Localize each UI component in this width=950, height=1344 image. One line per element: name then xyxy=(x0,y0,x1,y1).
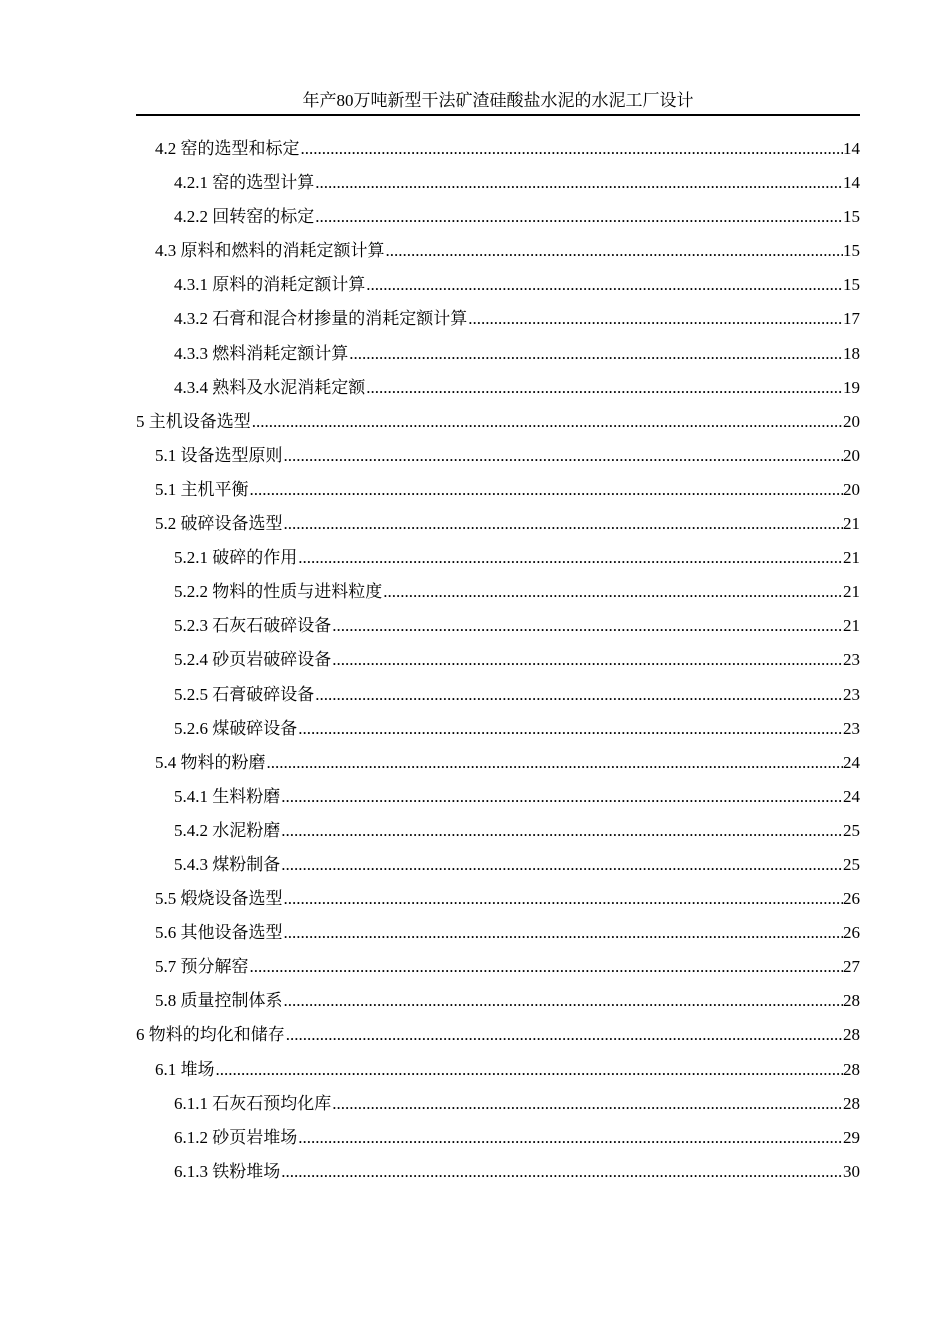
toc-entry-title: 5.4.3 煤粉制备 xyxy=(174,854,281,874)
toc-entry-page-number: 28 xyxy=(843,1025,860,1045)
toc-entry[interactable] xyxy=(136,643,860,677)
toc-dot-leader xyxy=(467,302,843,336)
toc-entry[interactable] xyxy=(136,882,860,916)
toc-entry[interactable] xyxy=(136,609,860,643)
toc-entry-title: 4.3.1 原料的消耗定额计算 xyxy=(174,275,366,295)
toc-entry-page-number: 18 xyxy=(843,343,860,363)
toc-dot-leader xyxy=(249,473,844,507)
document-title: 年产80万吨新型干法矿渣硅酸盐水泥的水泥工厂设计 xyxy=(302,91,694,110)
toc-entry-title: 6.1.1 石灰石预均化库 xyxy=(174,1093,332,1113)
toc-entry[interactable] xyxy=(136,337,860,371)
toc-entry-page-number: 24 xyxy=(843,786,860,806)
toc-entry-title: 5.2.5 石膏破碎设备 xyxy=(174,684,315,704)
toc-entry-page-number: 30 xyxy=(843,1161,860,1181)
toc-entry[interactable] xyxy=(136,405,860,439)
toc-dot-leader xyxy=(331,643,843,677)
toc-dot-leader xyxy=(331,1087,843,1121)
toc-dot-leader xyxy=(348,337,843,371)
toc-entry[interactable] xyxy=(136,1018,860,1052)
toc-dot-leader xyxy=(314,166,843,200)
toc-entry-title: 6.1.3 铁粉堆场 xyxy=(174,1161,281,1181)
toc-entry-title: 4.3.2 石膏和混合材掺量的消耗定额计算 xyxy=(174,309,468,329)
toc-entry-page-number: 15 xyxy=(843,207,860,227)
toc-dot-leader xyxy=(280,848,843,882)
toc-entry-page-number: 15 xyxy=(843,275,860,295)
toc-entry[interactable] xyxy=(136,780,860,814)
toc-entry-page-number: 14 xyxy=(843,173,860,193)
toc-dot-leader xyxy=(283,507,844,541)
toc-entry-title: 4.3.4 熟料及水泥消耗定额 xyxy=(174,377,366,397)
toc-entry-title: 6.1.2 砂页岩堆场 xyxy=(174,1127,298,1147)
toc-entry-page-number: 19 xyxy=(843,377,860,397)
toc-entry-title: 5.8 质量控制体系 xyxy=(155,991,283,1011)
toc-entry-page-number: 21 xyxy=(843,616,860,636)
toc-entry-title: 5.2 破碎设备选型 xyxy=(155,514,283,534)
toc-entry[interactable] xyxy=(136,950,860,984)
toc-entry-title: 5.4 物料的粉磨 xyxy=(155,752,266,772)
toc-entry-title: 5.7 预分解窑 xyxy=(155,957,249,977)
toc-entry-title: 5.4.2 水泥粉磨 xyxy=(174,820,281,840)
toc-dot-leader xyxy=(283,439,844,473)
toc-dot-leader xyxy=(385,234,844,268)
toc-dot-leader xyxy=(382,575,843,609)
toc-entry[interactable] xyxy=(136,848,860,882)
toc-entry-page-number: 21 xyxy=(843,582,860,602)
toc-entry[interactable] xyxy=(136,1087,860,1121)
toc-entry-title: 5.1 设备选型原则 xyxy=(155,445,283,465)
toc-entry-title: 4.3.3 燃料消耗定额计算 xyxy=(174,343,349,363)
page-header xyxy=(136,88,860,116)
toc-entry[interactable] xyxy=(136,814,860,848)
toc-entry-page-number: 28 xyxy=(843,1059,860,1079)
toc-entry-page-number: 20 xyxy=(843,479,860,499)
toc-entry[interactable] xyxy=(136,439,860,473)
toc-entry-page-number: 28 xyxy=(843,1093,860,1113)
toc-entry-page-number: 25 xyxy=(843,820,860,840)
toc-entry-page-number: 24 xyxy=(843,752,860,772)
toc-entry[interactable] xyxy=(136,371,860,405)
toc-entry[interactable] xyxy=(136,200,860,234)
toc-entry[interactable] xyxy=(136,541,860,575)
toc-entry[interactable] xyxy=(136,166,860,200)
toc-entry[interactable] xyxy=(136,575,860,609)
toc-dot-leader xyxy=(251,405,843,439)
toc-entry[interactable] xyxy=(136,507,860,541)
toc-entry-title: 4.2.1 窑的选型计算 xyxy=(174,173,315,193)
toc-entry-page-number: 26 xyxy=(843,923,860,943)
toc-dot-leader xyxy=(285,1018,843,1052)
toc-entry-title: 6.1 堆场 xyxy=(155,1059,215,1079)
toc-entry[interactable] xyxy=(136,984,860,1018)
toc-dot-leader xyxy=(283,882,844,916)
toc-entry[interactable] xyxy=(136,473,860,507)
toc-entry[interactable] xyxy=(136,678,860,712)
toc-entry-page-number: 29 xyxy=(843,1127,860,1147)
toc-entry[interactable] xyxy=(136,916,860,950)
toc-entry-page-number: 20 xyxy=(843,445,860,465)
toc-entry[interactable] xyxy=(136,1121,860,1155)
toc-entry-page-number: 21 xyxy=(843,548,860,568)
toc-dot-leader xyxy=(215,1053,844,1087)
toc-dot-leader xyxy=(266,746,844,780)
toc-entry-title: 5.2.3 石灰石破碎设备 xyxy=(174,616,332,636)
toc-entry[interactable] xyxy=(136,268,860,302)
toc-entry-page-number: 15 xyxy=(843,241,860,261)
toc-entry-title: 5.5 煅烧设备选型 xyxy=(155,889,283,909)
toc-entry-title: 5.2.4 砂页岩破碎设备 xyxy=(174,650,332,670)
toc-entry-page-number: 23 xyxy=(843,718,860,738)
toc-entry-page-number: 27 xyxy=(843,957,860,977)
toc-entry-title: 5.2.2 物料的性质与进料粒度 xyxy=(174,582,383,602)
toc-entry-title: 5.4.1 生料粉磨 xyxy=(174,786,281,806)
toc-dot-leader xyxy=(283,984,844,1018)
toc-dot-leader xyxy=(300,132,844,166)
toc-entry-title: 5.6 其他设备选型 xyxy=(155,923,283,943)
toc-entry[interactable] xyxy=(136,234,860,268)
toc-entry-title: 6 物料的均化和储存 xyxy=(136,1025,285,1045)
toc-entry-page-number: 20 xyxy=(843,411,860,431)
toc-dot-leader xyxy=(297,1121,843,1155)
toc-dot-leader xyxy=(297,541,843,575)
toc-entry-title: 5.2.6 煤破碎设备 xyxy=(174,718,298,738)
toc-entry[interactable] xyxy=(136,746,860,780)
toc-entry[interactable] xyxy=(136,302,860,336)
toc-entry-title: 4.2 窑的选型和标定 xyxy=(155,139,300,158)
toc-dot-leader xyxy=(280,780,843,814)
toc-entry[interactable] xyxy=(136,1053,860,1087)
toc-entry-page-number: 14 xyxy=(843,139,860,158)
toc-dot-leader xyxy=(297,712,843,746)
toc-dot-leader xyxy=(365,268,843,302)
toc-entry[interactable] xyxy=(136,132,860,166)
toc-entry-page-number: 21 xyxy=(843,514,860,534)
toc-entry-page-number: 28 xyxy=(843,991,860,1011)
toc-entry-page-number: 23 xyxy=(843,650,860,670)
toc-entry[interactable] xyxy=(136,1155,860,1189)
toc-dot-leader xyxy=(283,916,844,950)
toc-entry-title: 4.2.2 回转窑的标定 xyxy=(174,207,315,227)
toc-dot-leader xyxy=(280,1155,843,1189)
toc-entry-title: 5.2.1 破碎的作用 xyxy=(174,548,298,568)
toc-dot-leader xyxy=(280,814,843,848)
toc-entry-page-number: 17 xyxy=(843,309,860,329)
toc-dot-leader xyxy=(249,950,844,984)
toc-dot-leader xyxy=(314,678,843,712)
toc-dot-leader xyxy=(365,371,843,405)
toc-entry-page-number: 23 xyxy=(843,684,860,704)
toc-entry-page-number: 26 xyxy=(843,889,860,909)
toc-entry-page-number: 25 xyxy=(843,854,860,874)
toc-entry-title: 4.3 原料和燃料的消耗定额计算 xyxy=(155,241,385,261)
toc-dot-leader xyxy=(314,200,843,234)
toc-dot-leader xyxy=(331,609,843,643)
toc-entry-title: 5.1 主机平衡 xyxy=(155,479,249,499)
table-of-contents xyxy=(136,132,860,1189)
toc-entry[interactable] xyxy=(136,712,860,746)
toc-entry-title: 5 主机设备选型 xyxy=(136,411,251,431)
